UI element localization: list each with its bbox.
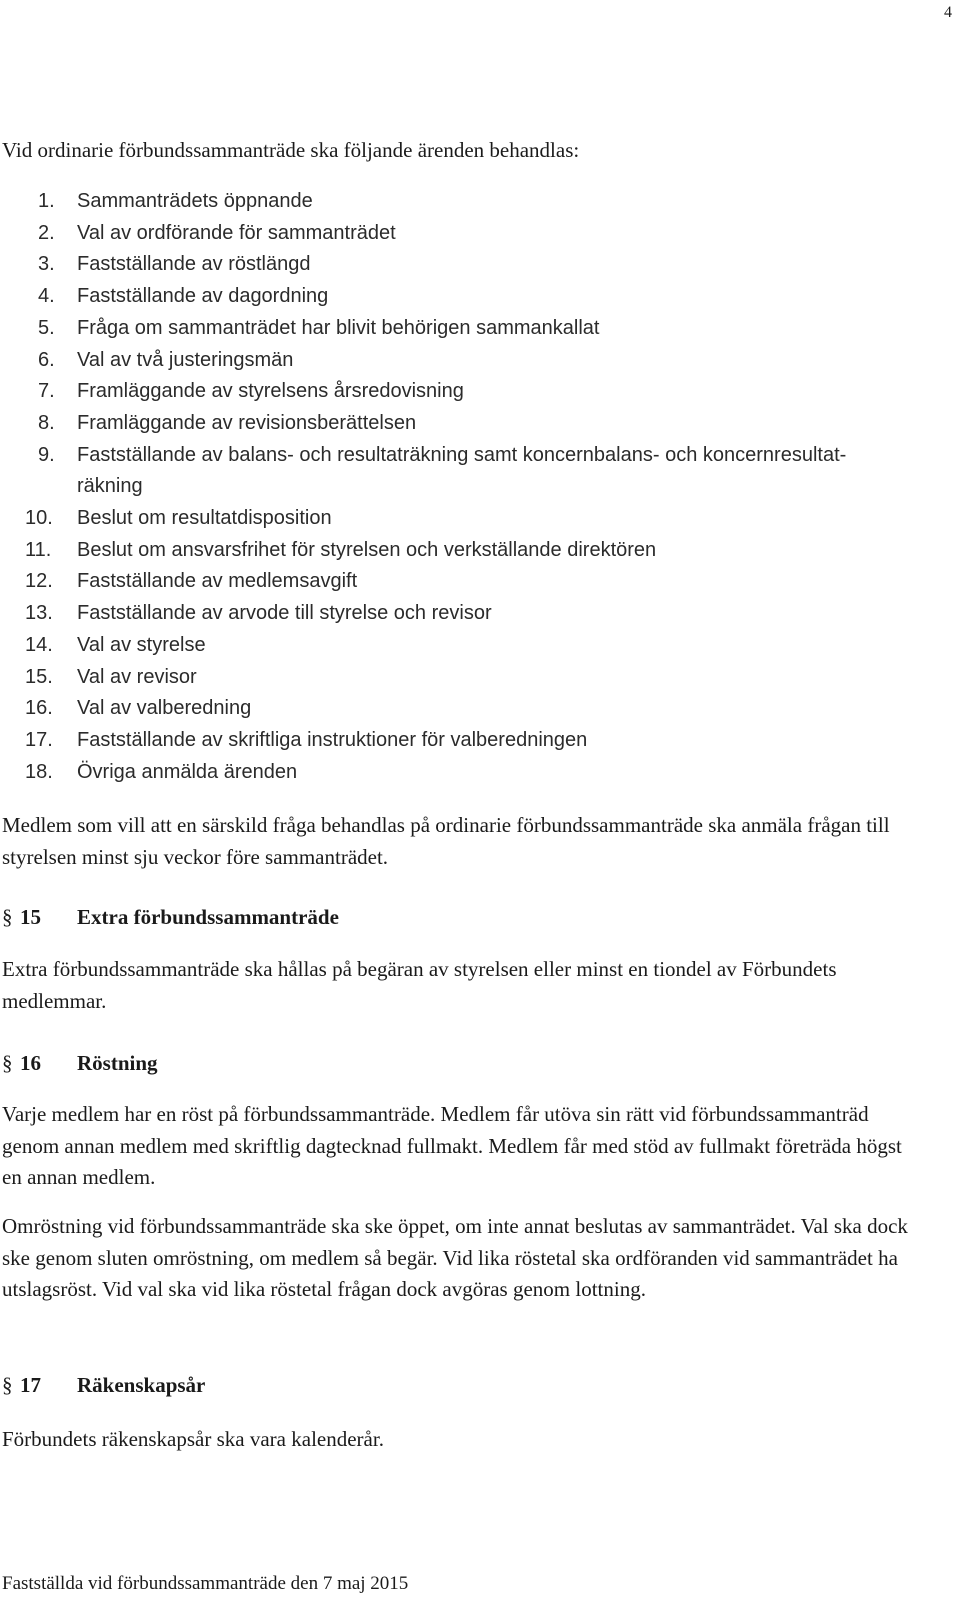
section-number: 17: [20, 1373, 41, 1397]
section-heading-15: [2, 905, 339, 930]
paragraph-voting-rights: Varje medlem har en röst på förbundssammanträde. Medlem får utöva sin rätt vid förbundssammanträd genom annan medlem med skriftlig dagtecknad fullmakt. Medlem får med stöd av fullmakt företräda högst en annan medlem.: [2, 1102, 902, 1189]
section-number: 16: [20, 1051, 41, 1075]
agenda-item-number: 4.: [38, 285, 55, 308]
agenda-item-number: 18.: [25, 760, 53, 783]
agenda-item-number: 15.: [25, 665, 53, 688]
agenda-item-text: Val av styrelse: [77, 633, 206, 656]
agenda-item-text: Fråga om sammanträdet har blivit behörigen sammankallat: [77, 316, 600, 339]
agenda-item-number: 12.: [25, 570, 53, 593]
agenda-item: [0, 281, 930, 313]
agenda-item-text: Fastställande av röstlängd: [77, 253, 311, 276]
section-symbol: §: [2, 905, 13, 929]
agenda-item: [0, 757, 930, 789]
agenda-item-number: 13.: [25, 602, 53, 625]
agenda-item: [0, 376, 930, 408]
agenda-item-text: Beslut om ansvarsfrihet för styrelsen och verkställande direktören: [77, 538, 657, 561]
paragraph-extra-meeting: Extra förbundssammanträde ska hållas på begäran av styrelsen eller minst en tiondel av Förbundets medlemmar.: [2, 957, 837, 1013]
agenda-item: [0, 566, 930, 598]
page-number: 4: [944, 4, 952, 21]
agenda-item-text: Val av ordförande för sammanträdet: [77, 221, 396, 244]
agenda-item-text: Sammanträdets öppnande: [77, 190, 313, 212]
agenda-item: [0, 408, 930, 440]
agenda-item: [0, 218, 930, 250]
agenda-item-text: Beslut om resultatdisposition: [77, 507, 332, 530]
section-heading-17: [2, 1373, 206, 1398]
section-title: Extra förbundssammanträde: [77, 905, 339, 929]
intro-text: Vid ordinarie förbundssammanträde ska följande ärenden behandlas:: [2, 138, 580, 162]
section-title: Räkenskapsår: [77, 1373, 206, 1397]
paragraph-fiscal-year: Förbundets räkenskapsår ska vara kalenderår.: [2, 1427, 384, 1451]
agenda-item: [0, 725, 930, 757]
section-symbol: §: [2, 1373, 13, 1397]
agenda-item-text: Val av revisor: [77, 665, 197, 688]
agenda-item-text: Fastställande av balans- och resultaträkning samt koncernbalans- och koncernresultat-: [77, 443, 847, 466]
agenda-item-number: 7.: [38, 380, 55, 403]
agenda-item-number: 10.: [25, 507, 53, 530]
agenda-item-number: 16.: [25, 697, 53, 720]
agenda-item-number: 14.: [25, 633, 53, 656]
agenda-item-number: 5.: [38, 316, 55, 339]
agenda-item-text: Fastställande av skriftliga instruktioner för valberedningen: [77, 728, 588, 751]
paragraph-voting-procedure: Omröstning vid förbundssammanträde ska ske öppet, om inte annat beslutas av sammanträdet. Val ska dock ske genom sluten omröstning, om medlem så begär. Vid lika röstetal ska ordföranden vid sammanträdet ha utslagsröst. Vid val ska vid lika röstetal frågan dock avgöras genom lottning.: [2, 1214, 908, 1301]
agenda-item-text: Val av valberedning: [77, 697, 252, 720]
agenda-item-text: Övriga anmälda ärenden: [77, 760, 298, 783]
agenda-item: [0, 535, 930, 567]
agenda-item-number: 9.: [38, 443, 55, 466]
agenda-item-text: Val av två justeringsmän: [77, 348, 294, 371]
agenda-item-continuation: räkning: [77, 475, 143, 498]
section-number: 15: [20, 905, 41, 929]
agenda-item-number: 6.: [38, 348, 55, 371]
agenda-item-text: Framläggande av revisionsberättelsen: [77, 411, 417, 434]
agenda-item: [0, 440, 930, 503]
agenda-item-text: Fastställande av dagordning: [77, 285, 329, 308]
agenda-item: [0, 313, 930, 345]
section-title: Röstning: [77, 1051, 158, 1075]
agenda-item: [0, 249, 930, 281]
agenda-item-number: 11.: [25, 538, 52, 561]
agenda-item: [0, 630, 930, 662]
agenda-item-number: 17.: [25, 728, 53, 751]
agenda-item-text: Fastställande av arvode till styrelse och revisor: [77, 602, 492, 625]
section-symbol: §: [2, 1051, 13, 1075]
agenda-item: [0, 186, 930, 218]
agenda-item: [0, 693, 930, 725]
agenda-item-text: Framläggande av styrelsens årsredovisning: [77, 380, 464, 403]
agenda-item-number: 2.: [38, 221, 55, 244]
agenda-list: [0, 186, 930, 788]
paragraph-member-issue: Medlem som vill att en särskild fråga behandlas på ordinarie förbundssammanträde ska anmäla frågan till styrelsen minst sju veckor före sammanträdet.: [2, 813, 890, 869]
agenda-item: [0, 662, 930, 694]
footer-text: Fastställda vid förbundssammanträde den 7 maj 2015: [2, 1573, 409, 1594]
agenda-item-number: 1.: [38, 190, 55, 212]
agenda-item: [0, 503, 930, 535]
agenda-item: [0, 345, 930, 377]
agenda-item-number: 3.: [38, 253, 55, 276]
section-heading-16: [2, 1051, 158, 1076]
agenda-item: [0, 598, 930, 630]
agenda-item-number: 8.: [38, 411, 55, 434]
agenda-item-text: Fastställande av medlemsavgift: [77, 570, 358, 593]
